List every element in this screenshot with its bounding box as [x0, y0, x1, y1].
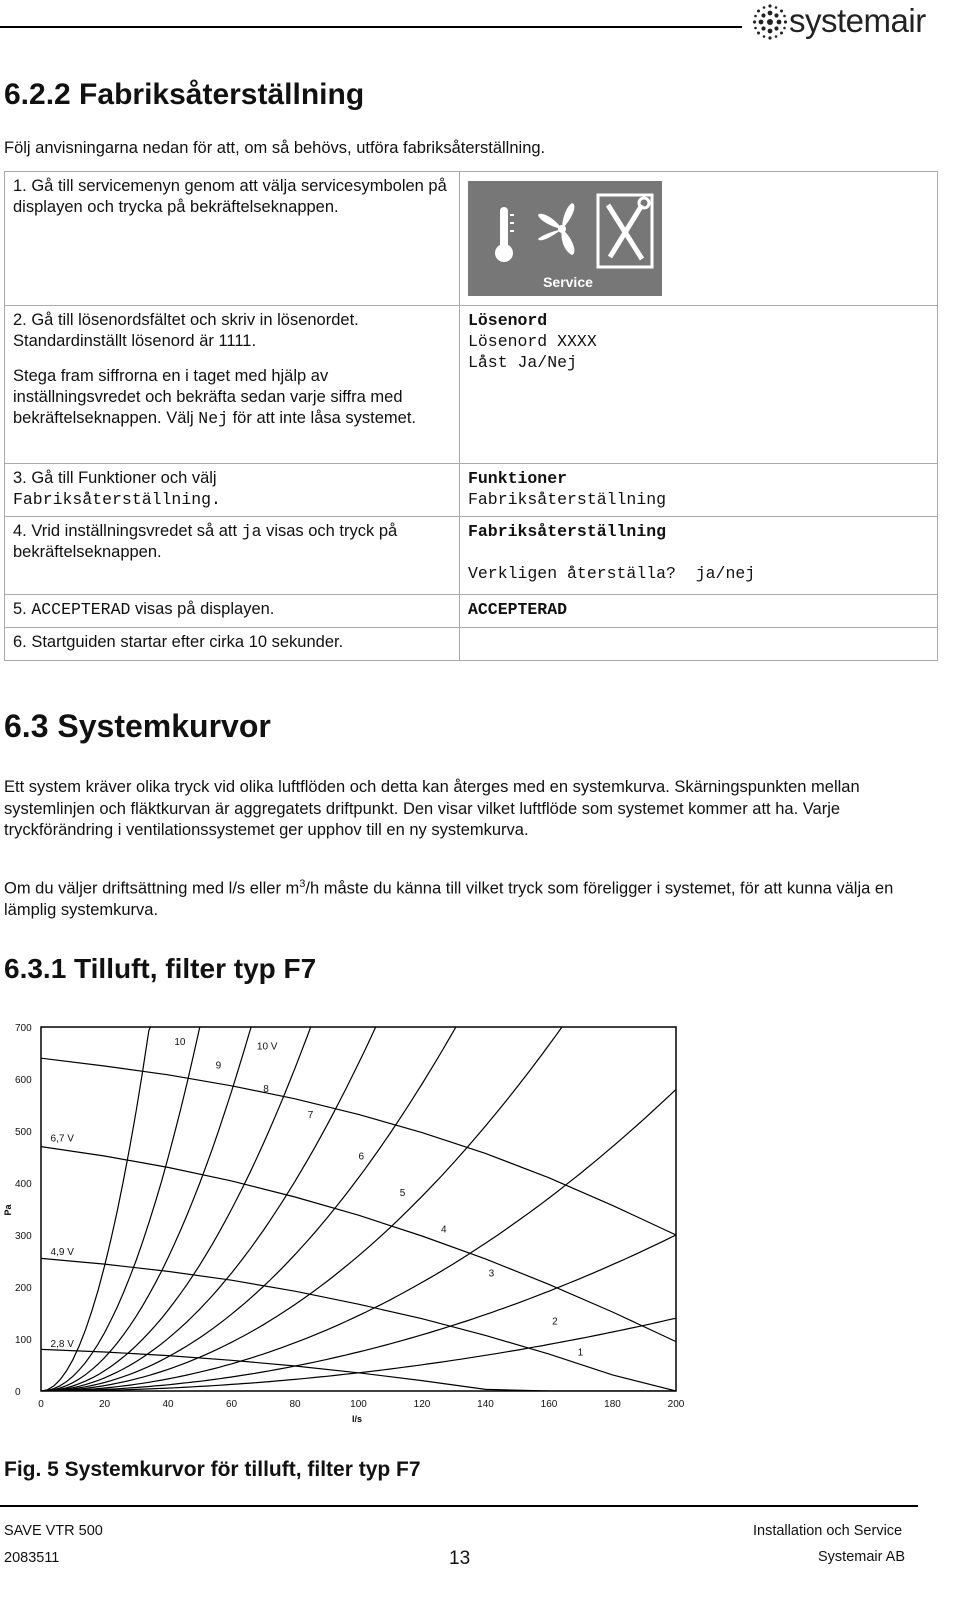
- paragraph-2: [4, 874, 934, 922]
- fan-icon: [538, 203, 574, 255]
- fan-curve-label: 4,9 V: [50, 1246, 74, 1258]
- system-curve-label: 3: [488, 1268, 495, 1280]
- footer-page-number: 13: [449, 1548, 471, 1569]
- system-curve-label: 9: [215, 1060, 222, 1072]
- step-6-text: 6. Startguiden startar efter cirka 10 sekunder.: [5, 628, 460, 661]
- y-tick-label: 700: [15, 1023, 32, 1034]
- step-2-text: [5, 306, 460, 464]
- header-rule: [0, 26, 742, 28]
- step-5-text: [5, 595, 460, 628]
- x-tick-label: 140: [477, 1399, 494, 1410]
- step-2-code: Nej: [198, 409, 229, 428]
- system-curve-label: 7: [307, 1110, 314, 1121]
- logo-dots-icon: [753, 4, 787, 40]
- x-tick-label: 80: [289, 1399, 301, 1410]
- section-title-631: 6.3.1 Tilluft, filter typ F7: [4, 953, 317, 984]
- display-line-accepted: ACCEPTERAD: [468, 600, 568, 619]
- x-tick-label: 180: [604, 1399, 621, 1410]
- system-curve-line: [41, 1017, 155, 1391]
- y-tick-label: 200: [15, 1283, 32, 1294]
- system-curve-line: [41, 1017, 384, 1391]
- footer-product: SAVE VTR 500: [4, 1523, 103, 1539]
- x-tick-label: 160: [540, 1399, 558, 1410]
- paragraph-2-sup: 3: [299, 878, 306, 890]
- x-tick-label: 120: [413, 1399, 431, 1410]
- tools-icon: [598, 195, 652, 267]
- fan-curve-line: [41, 1147, 676, 1342]
- step-2-line-a: 2. Gå till lösenordsfältet och skriv in lösenordet. Standardinställt lösenord är 1111.: [13, 311, 359, 350]
- step-1-image-cell: [460, 172, 938, 306]
- service-icons: [468, 181, 662, 296]
- display-line-3: Låst Ja/Nej: [468, 353, 577, 372]
- y-axis-label: Pa: [3, 1204, 13, 1216]
- step-row-6: [5, 628, 938, 661]
- system-curve-label: 8: [263, 1084, 269, 1095]
- display-line-2: Lösenord XXXX: [468, 332, 597, 351]
- y-tick-label: 0: [15, 1387, 21, 1398]
- brand-name: systemair: [789, 2, 926, 39]
- footer-doc-type: Installation och Service: [753, 1523, 903, 1539]
- display-line-factory-reset: Fabriksåterställning: [468, 490, 667, 509]
- display-line-1: Lösenord: [468, 311, 548, 330]
- x-tick-label: 200: [667, 1399, 685, 1410]
- step-4-text-a: 4. Vrid inställningsvredet så att: [13, 522, 242, 540]
- step-2-display: [460, 306, 938, 464]
- display-line-reset-title: Fabriksåterställning: [468, 522, 667, 541]
- service-display-image: [468, 181, 662, 296]
- system-curve-label: 1: [577, 1347, 584, 1359]
- step-2-text-b2: för att inte låsa systemet.: [228, 409, 417, 427]
- step-5-num: 5.: [13, 600, 32, 618]
- system-curve-label: 4: [441, 1224, 447, 1236]
- fan-curve-label: 2,8 V: [50, 1338, 74, 1350]
- system-curve-label: 10: [174, 1037, 186, 1049]
- paragraph-2-b: /h måste du känna till vilket tryck som föreligger i systemet, för att kunna välja en lämplig systemkurva.: [4, 879, 894, 919]
- step-3-code: Fabriksåterställning.: [13, 490, 221, 509]
- y-tick-label: 400: [15, 1179, 32, 1190]
- section-title-622: 6.2.2 Fabriksåterställning: [4, 78, 365, 111]
- display-line-functions: Funktioner: [468, 469, 568, 488]
- step-4-display: [460, 517, 938, 595]
- y-tick-label: 500: [15, 1127, 32, 1138]
- step-3-prefix: 3. Gå till Funktioner och välj: [13, 469, 217, 487]
- step-4-text-b: visas och tryck på bekräftelseknappen.: [13, 522, 398, 561]
- step-row-4: [5, 517, 938, 595]
- intro-text: Följ anvisningarna nedan för att, om så behövs, utföra fabriksåterställning.: [4, 139, 546, 157]
- system-curve-line: [41, 1017, 574, 1391]
- step-5-text-b: visas på displayen.: [130, 600, 275, 618]
- footer-company: Systemair AB: [818, 1549, 906, 1565]
- x-axis-label: l/s: [351, 1414, 363, 1424]
- y-tick-label: 300: [15, 1231, 32, 1242]
- x-tick-label: 60: [225, 1399, 238, 1410]
- paragraph-2-a: Om du väljer driftsättning med l/s eller m: [4, 879, 300, 898]
- footer-rule: [0, 1505, 918, 1507]
- footer-docno: 2083511: [4, 1550, 60, 1566]
- step-row-5: [5, 595, 938, 628]
- x-tick-label: 40: [162, 1399, 174, 1410]
- fan-curve-label: 10 V: [256, 1041, 278, 1053]
- steps-table: [4, 171, 938, 661]
- plot-frame: [41, 1027, 676, 1391]
- step-2-text-b1: Stega fram siffrorna en i taget med hjälp av inställningsvredet och bekräfta sedan varje siffra med bekräftelseknappen. Välj: [13, 367, 403, 427]
- step-2-line-b: [13, 366, 451, 429]
- step-5-display: [460, 595, 938, 628]
- step-row-3: [5, 464, 938, 517]
- paragraph-1: Ett system kräver olika tryck vid olika luftflöden och detta kan återges med en systemkurva. Skärningspunkten mellan systemlinjen och fläktkurvan är aggregatets driftpunkt. Den visar vilket luftflöde som systemet kommer att ha. Varje tryckförändring i ventilationssystemet ger upphov till en ny systemkurva.: [4, 778, 860, 839]
- section-title-63: 6.3 Systemkurvor: [4, 708, 271, 744]
- x-tick-label: 20: [98, 1399, 111, 1410]
- fan-curve-label: 6,7 V: [50, 1133, 74, 1145]
- y-tick-label: 100: [15, 1335, 32, 1346]
- service-label: Service: [543, 274, 593, 290]
- system-curve-label: 6: [358, 1151, 365, 1163]
- thermometer-icon: [495, 207, 514, 262]
- step-5-code: ACCEPTERAD: [31, 600, 131, 619]
- step-row-2: [5, 306, 938, 464]
- systemair-logo: [753, 4, 953, 40]
- step-3-display: [460, 464, 938, 517]
- step-3-text: [5, 464, 460, 517]
- system-curve-chart: [0, 1010, 700, 1430]
- step-1-text: 1. Gå till servicemenyn genom att välja servicesymbolen på displayen och trycka på bekräftelseknappen.: [5, 172, 460, 306]
- x-tick-label: 0: [38, 1399, 44, 1410]
- step-4-text: [5, 517, 460, 595]
- fan-curve-line: [41, 1058, 676, 1235]
- x-tick-label: 100: [350, 1399, 367, 1410]
- display-line-confirm: Verkligen återställa? ja/nej: [468, 564, 756, 583]
- system-curve-label: 2: [552, 1316, 558, 1328]
- figure-caption: Fig. 5 Systemkurvor för tilluft, filter typ F7: [4, 1458, 421, 1481]
- step-6-empty: [460, 628, 938, 661]
- step-4-code: ja: [241, 522, 262, 541]
- system-curve-label: 5: [399, 1188, 406, 1199]
- step-row-1: [5, 172, 938, 306]
- y-tick-label: 600: [15, 1075, 32, 1086]
- system-curve-line: [41, 1017, 467, 1391]
